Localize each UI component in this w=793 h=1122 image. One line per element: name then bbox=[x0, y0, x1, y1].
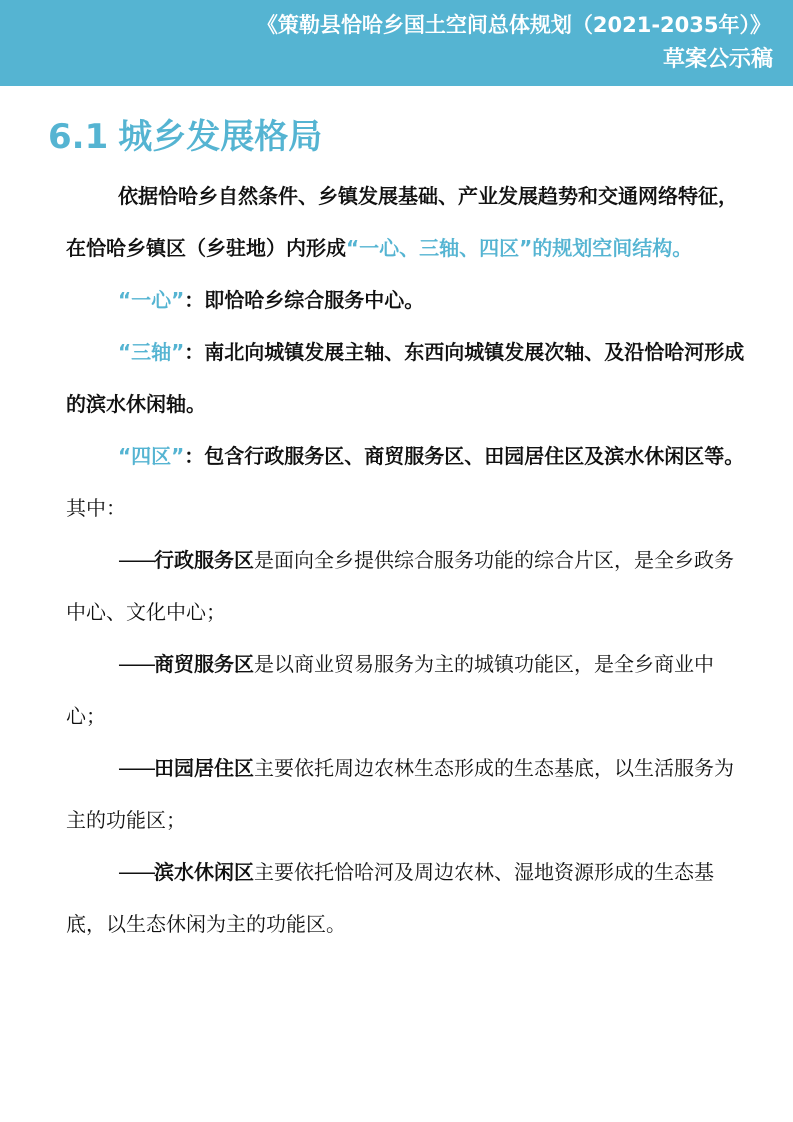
zone-detail-item bbox=[66, 534, 750, 638]
center-text: 即恰哈乡综合服务中心。 bbox=[204, 288, 425, 312]
section-number: 6.1 bbox=[48, 117, 109, 157]
zone-detail-item bbox=[66, 742, 750, 846]
zone-dash: —— bbox=[118, 756, 154, 780]
zones-term: “四区” bbox=[118, 444, 185, 468]
zone-name: 商贸服务区 bbox=[154, 652, 254, 676]
zone-text: 主要依托周边农林生态形成的生态基底，以生活服务为主的功能区； bbox=[66, 756, 734, 832]
center-paragraph bbox=[66, 274, 750, 326]
axes-text: 南北向城镇发展主轴、东西向城镇发展次轴、及沿恰哈河形成的滨水休闲轴。 bbox=[66, 340, 745, 416]
intro-text-2: 的规划空间结构。 bbox=[532, 236, 693, 260]
intro-highlight: “一心、三轴、四区” bbox=[346, 236, 533, 260]
intro-text-1: 依据恰哈乡自然条件、乡镇发展基础、产业发展趋势和交通网络特征，在恰哈乡镇区（乡驻地）内形成 bbox=[66, 184, 738, 260]
axes-paragraph bbox=[66, 326, 750, 430]
zones-text: 包含行政服务区、商贸服务区、田园居住区及滨水休闲区等。 bbox=[204, 444, 745, 468]
document-subtitle: 草案公示稿 bbox=[662, 47, 773, 72]
header-banner bbox=[0, 0, 793, 86]
document-title: 《策勒县恰哈乡国土空间总体规划（2021-2035年）》 bbox=[256, 13, 771, 37]
zones-colon: ： bbox=[184, 444, 205, 468]
intro-paragraph bbox=[66, 170, 750, 274]
zone-name: 滨水休闲区 bbox=[154, 860, 254, 884]
zone-detail-item bbox=[66, 846, 750, 950]
zone-name: 田园居住区 bbox=[154, 756, 254, 780]
zone-text: 是面向全乡提供综合服务功能的综合片区，是全乡政务中心、文化中心； bbox=[66, 548, 734, 624]
zones-after: 其中： bbox=[66, 496, 126, 520]
zones-paragraph bbox=[66, 430, 750, 534]
center-colon: ： bbox=[184, 288, 205, 312]
axes-colon: ： bbox=[184, 340, 205, 364]
section-title: 城乡发展格局 bbox=[118, 117, 323, 157]
center-term: “一心” bbox=[118, 288, 185, 312]
section-heading bbox=[48, 113, 322, 161]
zone-name: 行政服务区 bbox=[154, 548, 254, 572]
zone-detail-item bbox=[66, 638, 750, 742]
zone-text: 是以商业贸易服务为主的城镇功能区，是全乡商业中心； bbox=[66, 652, 714, 728]
axes-term: “三轴” bbox=[118, 340, 185, 364]
zone-dash: —— bbox=[118, 652, 154, 676]
zone-dash: —— bbox=[118, 860, 154, 884]
zone-dash: —— bbox=[118, 548, 154, 572]
body-content bbox=[66, 170, 750, 950]
zone-text: 主要依托恰哈河及周边农林、湿地资源形成的生态基底，以生态休闲为主的功能区。 bbox=[66, 860, 714, 936]
